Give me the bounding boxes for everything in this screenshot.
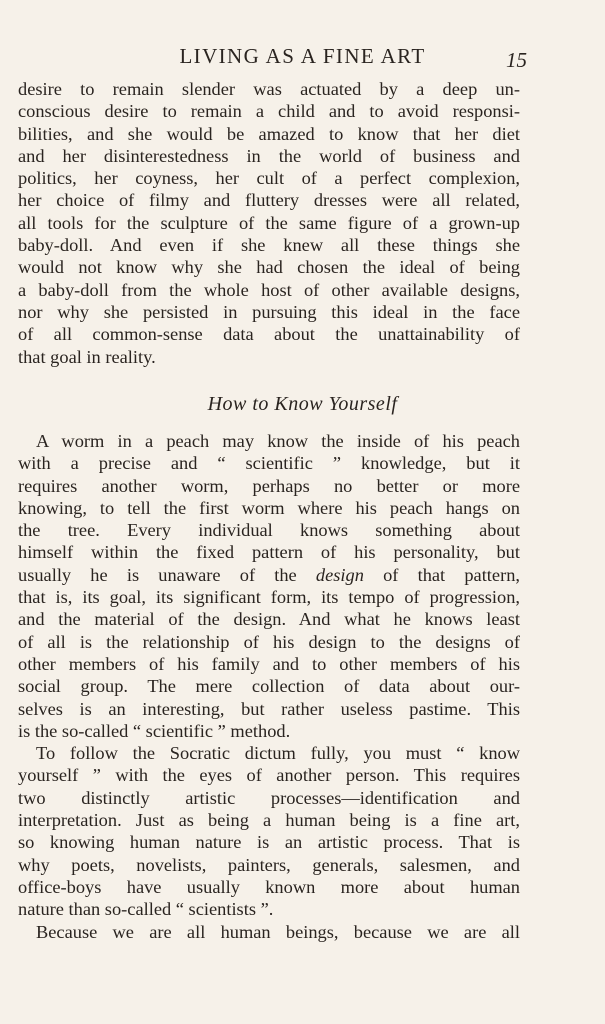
text-line: conscious desire to remain a child and to avoid responsi- bbox=[18, 101, 520, 122]
text-line: would not know why she had chosen the ideal of being bbox=[18, 257, 520, 278]
text-line: desire to remain slender was actuated by a deep un- bbox=[18, 79, 520, 99]
text-line: yourself ” with the eyes of another person. This requires bbox=[18, 765, 520, 786]
text-line: two distinctly artistic processes—identification and bbox=[18, 787, 520, 808]
page-number: 15 bbox=[506, 48, 527, 72]
text-line: other members of his family and to other members of his bbox=[18, 653, 520, 674]
text-line: and her disinterestedness in the world of business and bbox=[18, 145, 520, 166]
text-line: of all common-sense data about the unattainability of bbox=[18, 324, 520, 345]
running-head-title: LIVING AS A FINE ART bbox=[179, 44, 426, 68]
text-line: her choice of filmy and fluttery dresses were all related, bbox=[18, 190, 520, 211]
text-segment: usually he is unaware of the bbox=[18, 564, 316, 585]
text-line: a baby-doll from the whole host of other available designs, bbox=[18, 279, 520, 300]
text-line: requires another worm, perhaps no better or more bbox=[18, 475, 520, 496]
text-line: Because we are all human beings, because we are all bbox=[36, 921, 520, 942]
paragraph-1 bbox=[18, 78, 520, 368]
text-line: that goal in reality. bbox=[18, 346, 156, 367]
text-line: the tree. Every individual knows something about bbox=[18, 520, 520, 541]
section-heading: How to Know Yourself bbox=[207, 393, 398, 415]
paragraph-2 bbox=[18, 430, 520, 943]
text-line: social group. The mere collection of data about our- bbox=[18, 676, 520, 697]
text-line: why poets, novelists, painters, generals, salesmen, and bbox=[18, 854, 520, 875]
text-line: interpretation. Just as being a human being is a fine art, bbox=[18, 810, 520, 831]
text-line: nor why she persisted in pursuing this ideal in the face bbox=[18, 301, 520, 322]
text-line: of all is the relationship of his design to the designs of bbox=[18, 631, 520, 652]
text-line: and the material of the design. And what he knows least bbox=[18, 609, 520, 630]
text-line: politics, her coyness, her cult of a perfect complexion, bbox=[18, 168, 520, 189]
text-line: nature than so-called “ scientists ”. bbox=[18, 899, 274, 920]
text-line: selves is an interesting, but rather useless pastime. This bbox=[18, 698, 520, 719]
text-line: baby-doll. And even if she knew all these things she bbox=[18, 235, 520, 256]
text-line-with-emphasis bbox=[18, 564, 520, 586]
text-line: knowing, to tell the first worm where his peach hangs on bbox=[18, 497, 520, 518]
text-line: all tools for the sculpture of the same figure of a grown-up bbox=[18, 212, 520, 233]
text-line: A worm in a peach may know the inside of his peach bbox=[36, 431, 520, 451]
text-line: that is, its goal, its significant form, its tempo of progression, bbox=[18, 587, 520, 608]
text-line: To follow the Socratic dictum fully, you must “ know bbox=[36, 743, 520, 764]
running-head bbox=[0, 44, 605, 74]
text-line: himself within the fixed pattern of his personality, but bbox=[18, 542, 520, 563]
text-line: bilities, and she would be amazed to know that her diet bbox=[18, 123, 520, 144]
emphasis-design: design bbox=[315, 564, 364, 585]
text-line: with a precise and “ scientific ” knowledge, but it bbox=[18, 453, 520, 474]
text-line: office-boys have usually known more about human bbox=[18, 876, 520, 897]
text-line: so knowing human nature is an artistic process. That is bbox=[18, 832, 520, 853]
text-line: is the so-called “ scientific ” method. bbox=[18, 720, 291, 741]
text-segment: of that pattern, bbox=[363, 564, 520, 585]
